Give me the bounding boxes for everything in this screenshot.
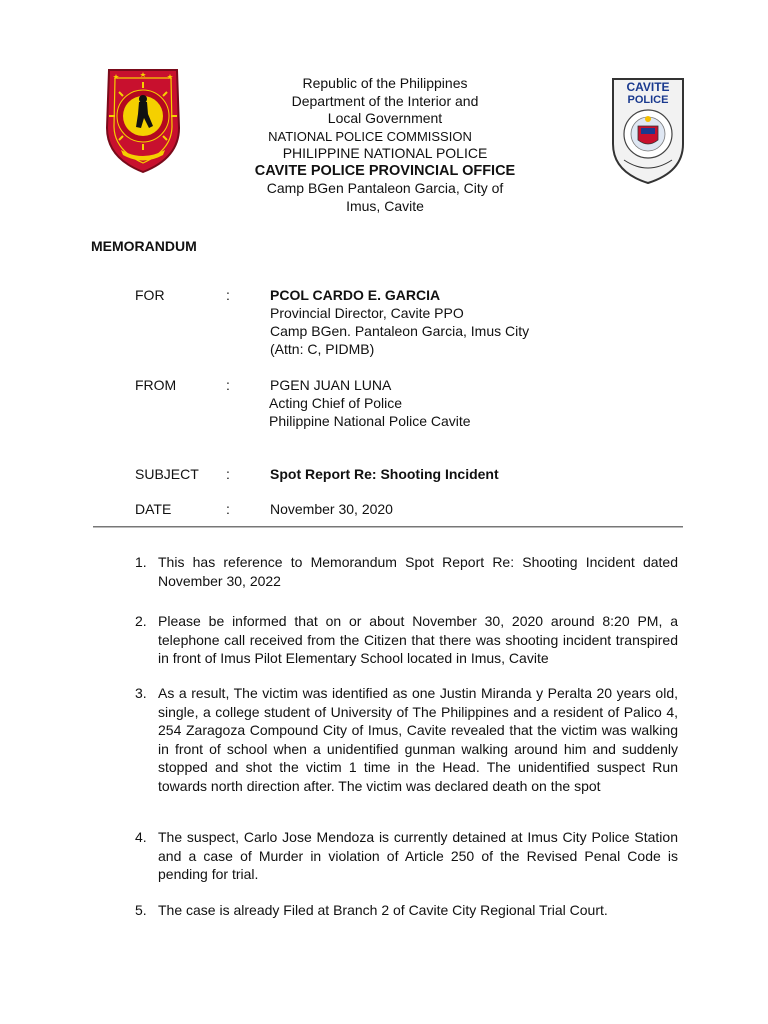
badge-subtitle: POLICE — [627, 94, 669, 106]
memo-title: MEMORANDUM — [91, 238, 197, 254]
header-camp: Camp BGen Pantaleon Garcia, City of — [266, 180, 504, 196]
cavite-police-badge-logo — [610, 76, 686, 186]
subject-label: SUBJECT — [135, 466, 199, 482]
subject-colon: : — [226, 466, 230, 482]
list-item-text: As a result, The victim was identified as one Justin Miranda y Peralta 20 years old, single, a college student of University of The Philippines and a resident of Palico 4, 254 Zaragoza Compound City of Imus, Cavite revealed that the victim was walking in front of school when a unidentified gunman walking around him and suddenly stopped and shot the victim 1 time in the Head. The unidentified suspect Run towards north direction after. The victim was declared death on the spot — [158, 685, 678, 794]
header-local-government: Local Government — [327, 110, 443, 126]
pnp-seal-logo — [103, 66, 183, 176]
header-napolcom: NATIONAL POLICE COMMISSION — [268, 128, 472, 144]
header-cavite-ppo: CAVITE POLICE PROVINCIAL OFFICE — [254, 162, 516, 179]
from-office: Philippine National Police Cavite — [269, 413, 471, 429]
list-item-text: The suspect, Carlo Jose Mendoza is currently detained at Imus City Police Station and a case of Murder in violation of Article 250 of the Revised Penal Code is pending for trial. — [158, 829, 678, 882]
list-item-number: 4. — [135, 829, 147, 845]
header-imus: Imus, Cavite — [346, 197, 424, 214]
for-colon: : — [226, 287, 230, 303]
badge-title: CAVITE — [626, 80, 670, 94]
from-colon: : — [226, 377, 230, 393]
for-position: Provincial Director, Cavite PPO — [270, 305, 464, 321]
for-attention: (Attn: C, PIDMB) — [270, 341, 375, 357]
for-name: PCOL CARDO E. GARCIA — [270, 287, 441, 303]
list-item-text: Please be informed that on or about November 30, 2020 around 8:20 PM, a telephone call received from the Citizen that there was shooting incident transpired in front of Imus Pilot Elementary School located in Imus, Cavite — [158, 613, 678, 666]
date-colon: : — [226, 501, 230, 517]
letterhead — [230, 75, 540, 215]
header-republic: Republic of the Philippines — [302, 75, 468, 91]
list-item-number: 2. — [135, 613, 147, 629]
subject-value: Spot Report Re: Shooting Incident — [270, 466, 499, 482]
header-pnp: PHILIPPINE NATIONAL POLICE — [282, 145, 488, 161]
date-value: November 30, 2020 — [270, 501, 393, 517]
for-label: FOR — [135, 287, 165, 303]
from-position: Acting Chief of Police — [269, 395, 403, 411]
header-department: Department of the Interior and — [291, 92, 479, 109]
from-name: PGEN JUAN LUNA — [270, 377, 392, 393]
date-label: DATE — [135, 501, 172, 517]
for-address: Camp BGen. Pantaleon Garcia, Imus City — [270, 323, 530, 339]
header-divider — [93, 526, 683, 528]
list-item-number: 3. — [135, 685, 147, 701]
list-item-number: 1. — [135, 554, 147, 570]
list-item-text: The case is already Filed at Branch 2 of Cavite City Regional Trial Court. — [158, 902, 608, 918]
list-item-number: 5. — [135, 902, 147, 918]
list-item-text: This has reference to Memorandum Spot Report Re: Shooting Incident dated November 30, 2022 — [158, 554, 678, 589]
from-label: FROM — [135, 377, 177, 393]
